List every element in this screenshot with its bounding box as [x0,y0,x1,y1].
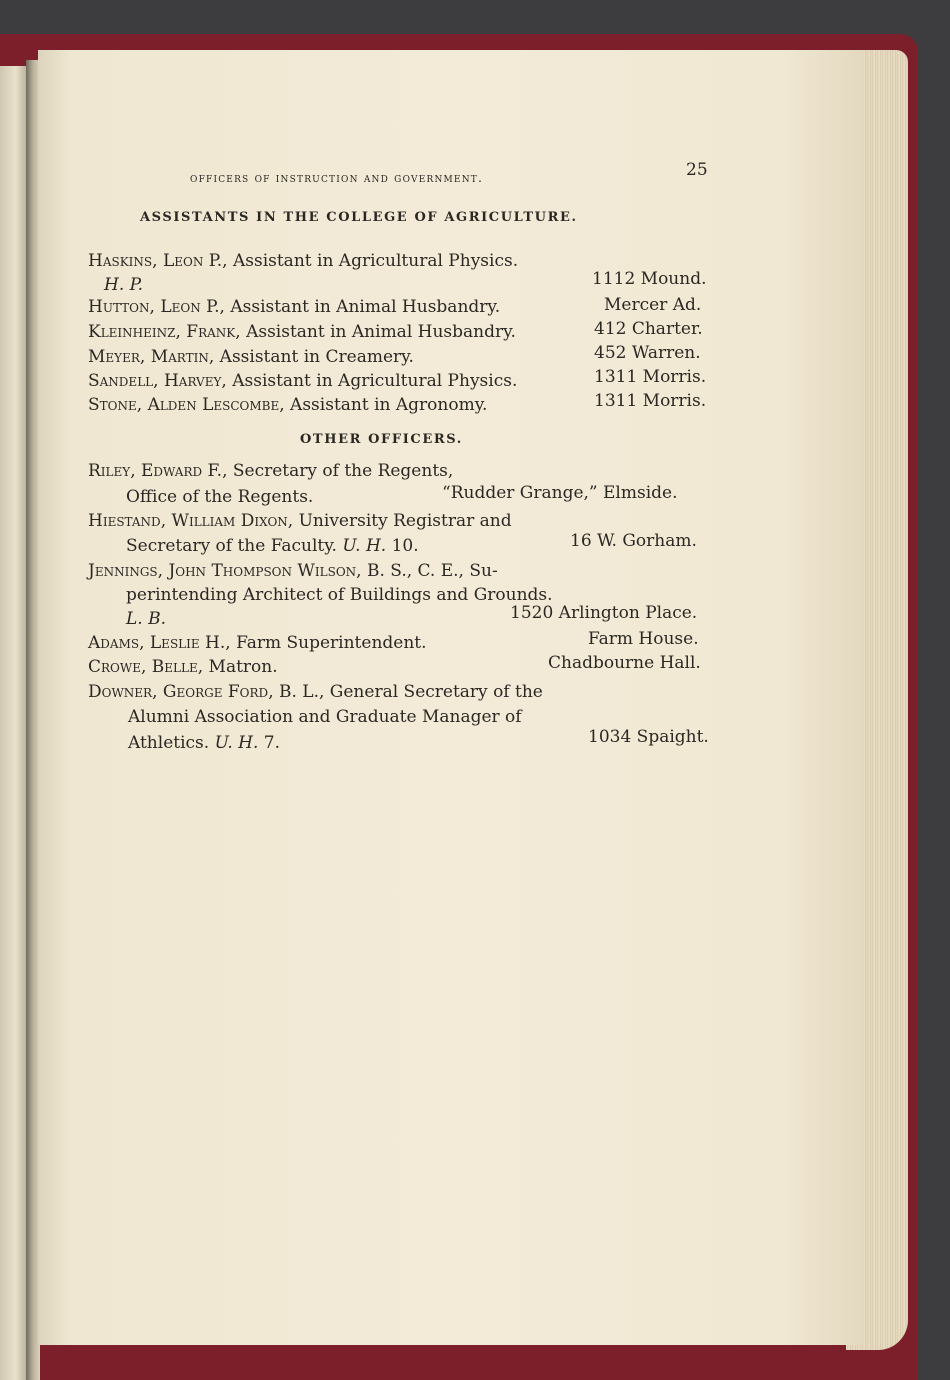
role: , Assistant in Creamery. [208,347,414,367]
entry-haskins-address: 1112 Mound. [592,269,707,289]
surname: Meyer [88,347,140,367]
entry-kleinheinz: Kleinheinz, Frank, Assistant in Animal Husbandry. [88,322,516,342]
surname: Adams [88,633,140,653]
entry-hiestand-line2: Secretary of the Faculty. U. H. 10. [126,536,419,556]
entry-riley-address: “Rudder Grange,” Elmside. [442,483,678,503]
role: , Assistant in Agronomy. [279,395,488,415]
given-name: Leslie [149,633,200,653]
given-name: Alden Lescombe [147,395,280,415]
surname: Sandell [88,371,154,391]
entry-sandell-address: 1311 Morris. [594,367,707,387]
entry-haskins: Haskins, Leon P., Assistant in Agricultural Physics. [88,251,519,271]
given-name: Martin [150,347,209,367]
role: , Assistant in Agricultural Physics. [222,251,519,271]
surname: Hutton [88,297,150,317]
role: , University Registrar and [287,511,512,531]
surname: Hiestand [88,511,161,531]
surname: Haskins [88,251,153,271]
office-code: U. H. [342,536,387,556]
role: H., Farm Superintendent. [199,633,427,653]
page-number: 25 [686,160,708,180]
entry-kleinheinz-address: 412 Charter. [594,319,703,339]
entry-stone: Stone, Alden Lescombe, Assistant in Agronomy. [88,395,488,415]
role: , Matron. [197,657,278,677]
entry-hutton-address: Mercer Ad. [604,295,702,315]
surname: Crowe [88,657,141,677]
entry-hiestand-address: 16 W. Gorham. [570,531,697,551]
entry-riley: Riley, Edward F., Secretary of the Regents, [88,461,454,481]
surname: Jennings [88,561,158,581]
role: , Assistant in Animal Husbandry. [235,322,516,342]
surname: Riley [88,461,131,481]
entry-jennings: Jennings, John Thompson Wilson, B. S., C. E., Su- [88,561,498,581]
entry-haskins-office: H. P. [104,275,144,295]
role: , B. S., C. E., Su- [356,561,498,581]
left-page-edge [0,66,26,1380]
entry-adams: Adams, Leslie H., Farm Superintendent. [88,633,427,653]
entry-sandell: Sandell, Harvey, Assistant in Agricultural Physics. [88,371,518,391]
role: , Assistant in Agricultural Physics. [221,371,518,391]
role: , Assistant in Animal Husbandry. [219,297,501,317]
surname: Downer [88,682,153,702]
entry-jennings-address: 1520 Arlington Place. [510,603,698,623]
given-name: Belle [151,657,198,677]
office-code: U. H. [214,733,259,753]
entry-meyer: Meyer, Martin, Assistant in Creamery. [88,347,414,367]
entry-downer-address: 1034 Spaight. [588,727,709,747]
entry-adams-address: Farm House. [588,629,699,649]
entry-crowe-address: Chadbourne Hall. [548,653,701,673]
given-name: Harvey [163,371,222,391]
entry-hiestand: Hiestand, William Dixon, University Registrar and [88,511,512,531]
entry-meyer-address: 452 Warren. [594,343,701,363]
role: , B. L., General Secretary of the [268,682,543,702]
given-name: George Ford [162,682,269,702]
given-name: Edward [141,461,203,481]
entry-hutton: Hutton, Leon P., Assistant in Animal Husbandry. [88,297,501,317]
given-name: John Thompson Wilson [168,561,357,581]
given-name: William Dixon [171,511,288,531]
entry-riley-line2: Office of the Regents. [126,487,314,507]
surname: Kleinheinz [88,322,176,342]
entry-crowe: Crowe, Belle, Matron. [88,657,278,677]
book-page [38,50,864,1345]
given-name: Frank [186,322,236,342]
entry-downer-line2: Alumni Association and Graduate Manager of [128,707,522,727]
given-name: Leon P. [160,297,220,317]
entry-jennings-office: L. B. [126,609,166,629]
surname: Stone [88,395,137,415]
running-head: officers of instruction and government. [190,170,484,185]
entry-downer: Downer, George Ford, B. L., General Secretary of the [88,682,543,702]
entry-stone-address: 1311 Morris. [594,391,707,411]
section-title-assistants: ASSISTANTS IN THE COLLEGE OF AGRICULTURE. [140,210,578,225]
role: F., Secretary of the Regents, [202,461,454,481]
entry-downer-line3: Athletics. U. H. 7. [128,733,281,753]
section-title-other-officers: OTHER OFFICERS. [300,432,463,447]
entry-jennings-line2: perintending Architect of Buildings and Grounds. [126,585,553,605]
given-name: Leon P. [162,251,223,271]
